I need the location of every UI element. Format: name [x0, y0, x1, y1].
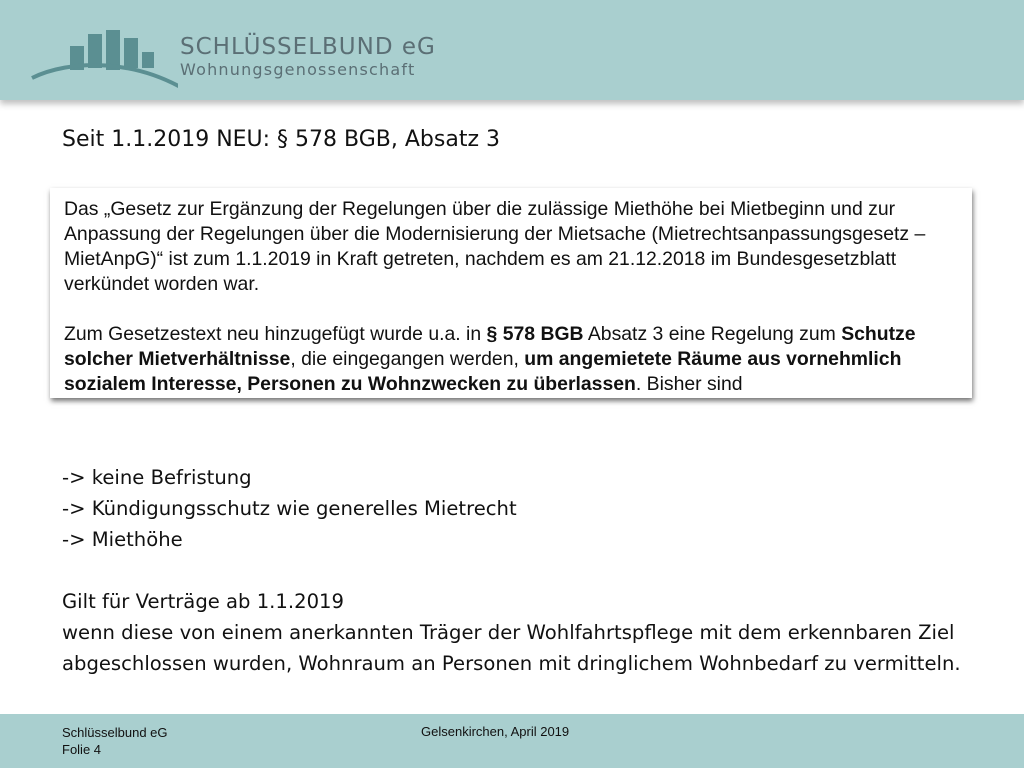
logo-subtitle: Wohnungsgenossenschaft — [180, 60, 416, 79]
footer-left — [62, 724, 168, 758]
footer-org: Schlüsselbund eG — [62, 725, 168, 740]
header-bar — [0, 0, 1024, 100]
bullet-item: -> keine Befristung — [62, 466, 252, 489]
excerpt-paragraph-2 — [64, 322, 964, 397]
excerpt-text: , die eingegangen werden, — [290, 348, 525, 370]
excerpt-text: Zum Gesetzestext neu hinzugefügt wurde u.a. in — [64, 323, 487, 345]
validity-heading: Gilt für Verträge ab 1.1.2019 — [62, 590, 344, 613]
bullet-item: -> Kündigungsschutz wie generelles Mietrecht — [62, 497, 517, 520]
footer-place-date: Gelsenkirchen, April 2019 — [421, 724, 570, 739]
excerpt-text: . Bisher sind — [635, 373, 743, 395]
excerpt-bold: um angemietete Räume aus vornehmlich sozialem Interesse, Personen zu Wohnzwecken zu überlassen — [64, 348, 902, 395]
excerpt-text: Absatz 3 eine Regelung zum — [583, 323, 842, 345]
slide-body — [62, 462, 1002, 679]
slide-title: Seit 1.1.2019 NEU: § 578 BGB, Absatz 3 — [62, 127, 500, 152]
validity-text: wenn diese von einem anerkannten Träger der Wohlfahrtspflege mit dem erkennbaren Ziel abgeschlossen wurden, Wohnraum an Personen mit dringlichem Wohnbedarf zu vermitteln. — [62, 621, 961, 675]
bullet-item: -> Miethöhe — [62, 528, 183, 551]
logo-name: SCHLÜSSELBUND eG — [180, 34, 436, 60]
excerpt-bold: Schutze solcher Mietverhältnisse — [64, 323, 916, 370]
slide-number: Folie 4 — [62, 742, 102, 757]
law-excerpt-box — [50, 188, 972, 398]
excerpt-bold: § 578 BGB — [486, 323, 584, 345]
footer-bar — [0, 714, 1024, 768]
excerpt-paragraph-1: Das „Gesetz zur Ergänzung der Regelungen über die zulässige Miethöhe bei Mietbeginn und zur Anpassung der Regelungen über die Modernisierung der Mietsache (Mietrechtsanpassungsgesetz – MietAnpG)“ ist zum 1.1.2019 in Kraft getreten, nachdem es am 21.12.2018 im Bundesgesetzblatt verkündet worden war. — [64, 198, 926, 295]
logo-icon — [28, 26, 178, 98]
